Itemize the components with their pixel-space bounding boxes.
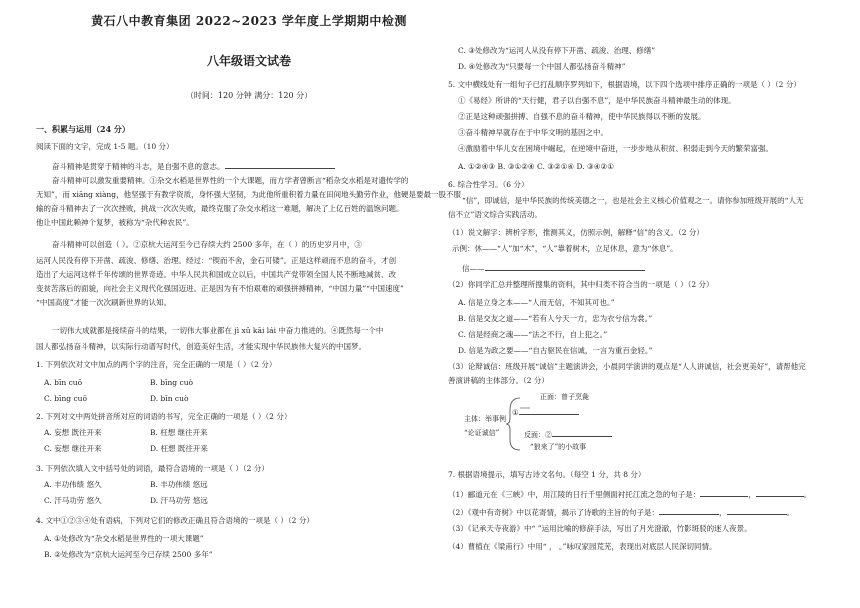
q6-part-3: （3）论辩诚信：班级开展“诚信”主题演讲会，小晨同学演讲的观点是“人人讲诚信，社会更美好”，请帮他完 — [448, 362, 806, 371]
q2-option-b: B. 枉想 继往开来 — [150, 428, 208, 437]
q6-option-b: B. 信是交友之道——“若有人兮天一方，忠为衣兮信为裳。” — [458, 314, 653, 323]
exam-title: 黄石八中教育集团 2022~2023 学年度上学期期中检测 — [91, 14, 407, 28]
q4-option-d: D. ④处修改为“只要每一个中国人都弘扬奋斗精神” — [458, 62, 626, 71]
reading-intro: 阅读下面的文字，完成 1-5 题。（10 分） — [36, 142, 174, 151]
passage-line: 奋斗精神是贯穿于精神的斗志，是自强不息的意志。 — [52, 160, 335, 172]
q2-option-c: C. 妄想 继往开来 — [44, 444, 102, 453]
q5-sentence: ①《易经》所讲的“天行健，君子以自强不息”，是中华民族奋斗精神最生动的体现。 — [458, 96, 736, 105]
passage-line: 一切伟大成就都是接续奋斗的结果，一切伟大事业都在 jì xǔ kāi lái 中奋力推进的。④既然每一个中 — [52, 326, 384, 335]
q6-part-3: 善演讲稿的主体部分。（2 分） — [448, 376, 549, 385]
passage-line: 奋斗精神可以激发重要精神。①杂交水稻是世界性的一个大课题，而方学者曾断言“稻杂交水稻是对遗传学的 — [52, 176, 409, 185]
exam-meta: （时间：120 分钟 满分：120 分） — [185, 91, 313, 100]
diagram-main: 主体：举事例 — [464, 415, 506, 423]
q4-option-a: A. ①处修改为“杂交水稻是世界性的一项大课题” — [44, 534, 204, 543]
passage-line: “中国高度”才能一次次刷新世界的认知。 — [36, 298, 172, 307]
diagram-bracket — [506, 396, 532, 452]
passage-line: 奋斗精神可以创造（ ）。②京杭大运河至今已存续大约 2500 多年，在（ ）的历史岁月中，③ — [52, 240, 362, 249]
passage-line: 造出了大运河这样千年传颂的世界奇迹。中华人民共和国成立以后，中国共产党带领全国人民不断地减贫、改 — [36, 270, 396, 279]
q6-intro: “信”，即诚信，是中华民族的传统美德之一，也是社会主义核心价值观之一。请你参加班级开展的“人无 — [462, 196, 804, 205]
q5-sentence: ④激励着中华儿女在困境中崛起，在逆境中奋进，一步步地从积贫、积弱走到今天的繁荣富强。 — [458, 144, 773, 153]
q1-option-d: D. bīn cuò — [150, 394, 189, 403]
diagram-negative: 反面：② — [524, 428, 612, 440]
q7-part-3: （3）《记承天寺夜游》中“ ”运用比喻的修辞手法，写出了月光澄澈，竹影斑驳的迷人夜景。 — [448, 524, 752, 533]
q3-option-c: C. 汗马功劳 悠久 — [44, 496, 102, 505]
passage-line: 输的奋斗精神去了一次次挫败，挑战一次次失败，最终克服了杂交水稻这一难题，解决了上亿百姓的温饱问题。 — [36, 204, 404, 213]
diagram-topic: “论证诚信” — [464, 429, 500, 437]
q6-part-2: （2）你同学汇总并整理所搜集的资料，其中归类不符合当的一项是（ ）（2 分） — [448, 280, 714, 289]
exam-subtitle: 八年级语文试卷 — [206, 54, 291, 68]
q7-part-2: （2）《观中有奇树》中以花寄情，揭示了诗歌的主旨的句子是： ， 。 — [448, 508, 795, 517]
q5-options: A. ①②④③ B. ③①②④ C. ③②①④ D. ③④②① — [458, 162, 614, 171]
q4-option-b: B. ②处修改为“京杭大运河至今已存续 2500 多年” — [44, 550, 213, 559]
passage-line: 运河人民没有停下开凿、疏浚、修缮、治理。经过：“锲而不舍，金石可镂”。正是这样顽而不息的奋斗，才创 — [36, 256, 397, 265]
question-5: 5. 文中横线处有一组句子已打乱顺序罗列如下，根据语境，以下四个选项中排序正确的一项是（ ）（2 分） — [448, 80, 801, 89]
question-6: 6. 综合性学习。（6 分） — [448, 180, 529, 189]
diagram-positive: 正面：曾子烹彘 — [540, 393, 589, 401]
q1-option-a: A. bīn cuō — [44, 378, 83, 387]
q3-option-d: D. 汗马功劳 悠远 — [150, 496, 208, 505]
passage-line: 无知”，而 xiāng xiàng，他坚强于有教学资质，身怀强大坚韧，为此他所重积着力量在田间地头勤劳作业，他硬是要最一股不服 — [36, 190, 462, 199]
q3-option-a: A. 丰功伟绩 悠久 — [44, 480, 102, 489]
q6-option-a: A. 信是立身之本——“人而无信，不知其可也。” — [458, 298, 615, 307]
diagram-line: ① — [512, 406, 579, 418]
q3-option-b: B. 丰功伟绩 悠远 — [150, 480, 208, 489]
q5-sentence: ②正是这种顽强拼搏、自强不息的奋斗精神，使中华民族得以不断的发展。 — [458, 112, 706, 121]
diagram-negative-story: “狼来了”的小故事 — [530, 443, 587, 451]
q6-part-1: （1）说文解字：辨析字形，推测其义，仿照示例，解释“信”的含义。（2 分） — [448, 228, 704, 237]
q2-option-a: A. 妄想 既往开来 — [44, 428, 102, 437]
q6-option-c: C. 信是经商之魂——“法之不行，自上犯之。” — [458, 330, 608, 339]
question-7: 7. 根据语境提示，填写古诗文名句。（每空 1 分，共 8 分） — [448, 470, 646, 479]
passage-line: 他让中国此赖神个复梦，被称为“杂代种农民”。 — [36, 218, 194, 227]
section-heading: 一、积累与运用（24 分） — [36, 124, 130, 134]
q5-sentence: ③奋斗精神早就存在于中华文明的基因之中。 — [458, 128, 608, 137]
q6-answer-line: 信—— — [462, 262, 645, 274]
question-1: 1. 下列依次对文中加点的两个字的注音，完全正确的一项是（ ）（2 分） — [36, 360, 277, 369]
question-4: 4. 文中①②③④处有语病，下列对它们的修改正确且符合语境的一项是（ ）（2 分） — [36, 516, 314, 525]
passage-line: 国人都弘扬奋斗精神，以实际行动谱写时代，创造美好生活，才能实现中华民族伟大复兴的中国梦。 — [36, 342, 366, 351]
q6-example: 示例：休——“人”加“木”，“人”靠着树木，立足休息，意为“休息”。 — [452, 244, 678, 253]
question-3: 3. 下列依次填入文中括号处的词语，最符合语境的一项是（ ）（2 分） — [36, 464, 269, 473]
q6-intro: 信不立”语文综合实践活动。 — [448, 210, 542, 219]
q6-option-d: D. 信是为政之要——“自古驱民在信诚，一言为重百金轻。” — [458, 346, 653, 355]
q1-option-c: C. bīng cuō — [44, 394, 88, 403]
q7-part-4: （4）曹植在《梁甫行》中用“ ， 。”咏叹家园荒芜，表现出对底层人民深切同情。 — [448, 542, 717, 551]
question-2: 2. 下列对文中两处拼音所对应的词语的书写，完全正确的一项是（ ）（2 分） — [36, 412, 292, 421]
q1-option-b: B. bīng cuò — [150, 378, 194, 387]
q2-option-d: D. 枉想 既往开来 — [150, 444, 208, 453]
passage-line: 变贫苦落后的面貌，向社会主义现代化强国迈进。正是因为有不怕艰难的顽强拼搏精神，“中国力量”“中国速度” — [36, 284, 404, 293]
q4-option-c: C. ③处修改为“运河人从没有停下开凿、疏浚、治理、修缮” — [458, 46, 656, 55]
q7-part-1: （1）郦道元在《三峡》中，用江陵的日行千里侧面衬托江流之急的句子是： ， 。 — [448, 490, 812, 499]
